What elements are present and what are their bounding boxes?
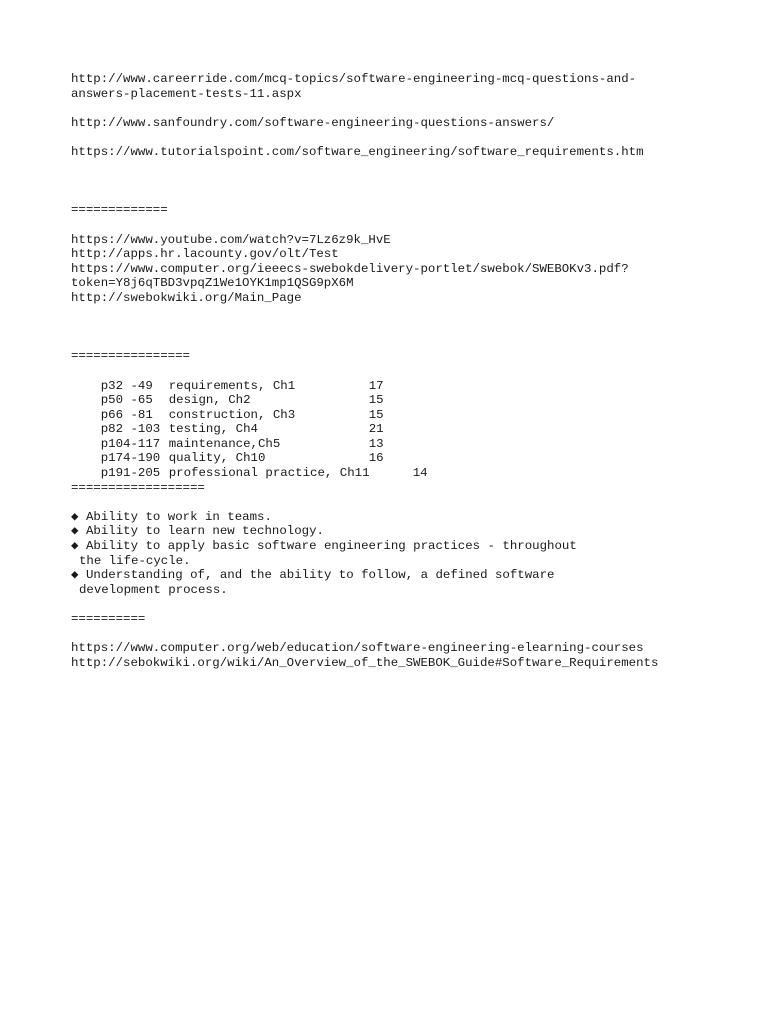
link-careerride-line-2[interactable]: answers-placement-tests-11.aspx bbox=[71, 86, 302, 101]
chapter-topic: requirements, Ch1 bbox=[168, 378, 296, 393]
chapter-count: 21 bbox=[368, 422, 384, 437]
link-swebok-pdf-line-1[interactable]: https://www.computer.org/ieeecs-swebokdelivery-portlet/swebok/SWEBOKv3.pdf? bbox=[71, 261, 629, 276]
bullet-text: Ability to learn new technology. bbox=[86, 524, 324, 539]
chapter-count: 13 bbox=[368, 436, 384, 451]
chapter-topic: testing, Ch4 bbox=[168, 422, 258, 437]
chapter-topic: quality, Ch10 bbox=[168, 451, 266, 466]
chapter-pages: p50 -65 bbox=[100, 393, 153, 408]
chapter-topic: professional practice, Ch11 bbox=[168, 466, 370, 481]
diamond-bullet-icon: ◆ bbox=[71, 524, 79, 539]
chapter-pages: p191-205 bbox=[100, 466, 161, 481]
bullet-text: Ability to apply basic software engineering practices - throughout bbox=[86, 539, 577, 554]
bullet-text: Ability to work in teams. bbox=[86, 509, 272, 524]
link-lacounty[interactable]: http://apps.hr.lacounty.gov/olt/Test bbox=[71, 247, 339, 262]
separator-3: ================== bbox=[71, 480, 205, 495]
chapter-count: 14 bbox=[412, 466, 428, 481]
bullet-continuation: the life-cycle. bbox=[79, 553, 191, 568]
chapter-row bbox=[71, 364, 751, 393]
list-item bbox=[71, 510, 751, 525]
chapter-count: 17 bbox=[368, 378, 384, 393]
link-swebokwiki[interactable]: http://swebokwiki.org/Main_Page bbox=[71, 290, 302, 305]
link-careerride-line-1[interactable]: http://www.careerride.com/mcq-topics/software-engineering-mcq-questions-and- bbox=[71, 72, 637, 86]
list-item bbox=[71, 539, 751, 554]
chapter-count: 15 bbox=[368, 393, 384, 408]
separator-2: ================ bbox=[71, 349, 190, 364]
diamond-bullet-icon: ◆ bbox=[71, 568, 79, 583]
chapter-pages: p104-117 bbox=[100, 436, 161, 451]
bullet-text: Understanding of, and the ability to follow, a defined software bbox=[86, 568, 555, 583]
chapter-pages: p66 -81 bbox=[100, 407, 153, 422]
chapter-pages: p32 -49 bbox=[100, 378, 153, 393]
bullet-continuation: development process. bbox=[79, 582, 228, 597]
chapter-topic: design, Ch2 bbox=[168, 393, 251, 408]
list-item bbox=[71, 524, 751, 539]
link-swebok-pdf-line-2[interactable]: token=Y8j6qTBD3vpqZ1We1OYK1mp1QSG9pX6M bbox=[71, 276, 354, 291]
chapter-topic: maintenance,Ch5 bbox=[168, 436, 281, 451]
chapter-count: 15 bbox=[368, 407, 384, 422]
link-sanfoundry[interactable]: http://www.sanfoundry.com/software-engineering-questions-answers/ bbox=[71, 115, 555, 130]
diamond-bullet-icon: ◆ bbox=[71, 509, 79, 524]
link-tutorialspoint[interactable]: https://www.tutorialspoint.com/software_engineering/software_requirements.htm bbox=[71, 144, 644, 159]
link-sebokwiki-overview[interactable]: http://sebokwiki.org/wiki/An_Overview_of_the_SWEBOK_Guide#Software_Requirements bbox=[71, 655, 659, 670]
chapter-topic: construction, Ch3 bbox=[168, 407, 296, 422]
link-elearning-courses[interactable]: https://www.computer.org/web/education/software-engineering-elearning-courses bbox=[71, 641, 644, 656]
chapter-pages: p82 -103 bbox=[100, 422, 161, 437]
separator-1: ============= bbox=[71, 203, 168, 218]
separator-4: ========== bbox=[71, 612, 146, 626]
diamond-bullet-icon: ◆ bbox=[71, 539, 79, 554]
list-item bbox=[71, 568, 751, 583]
chapter-count: 16 bbox=[368, 451, 384, 466]
link-youtube[interactable]: https://www.youtube.com/watch?v=7Lz6z9k_HvE bbox=[71, 232, 391, 247]
chapter-pages: p174-190 bbox=[100, 451, 161, 466]
document-body bbox=[71, 72, 751, 670]
